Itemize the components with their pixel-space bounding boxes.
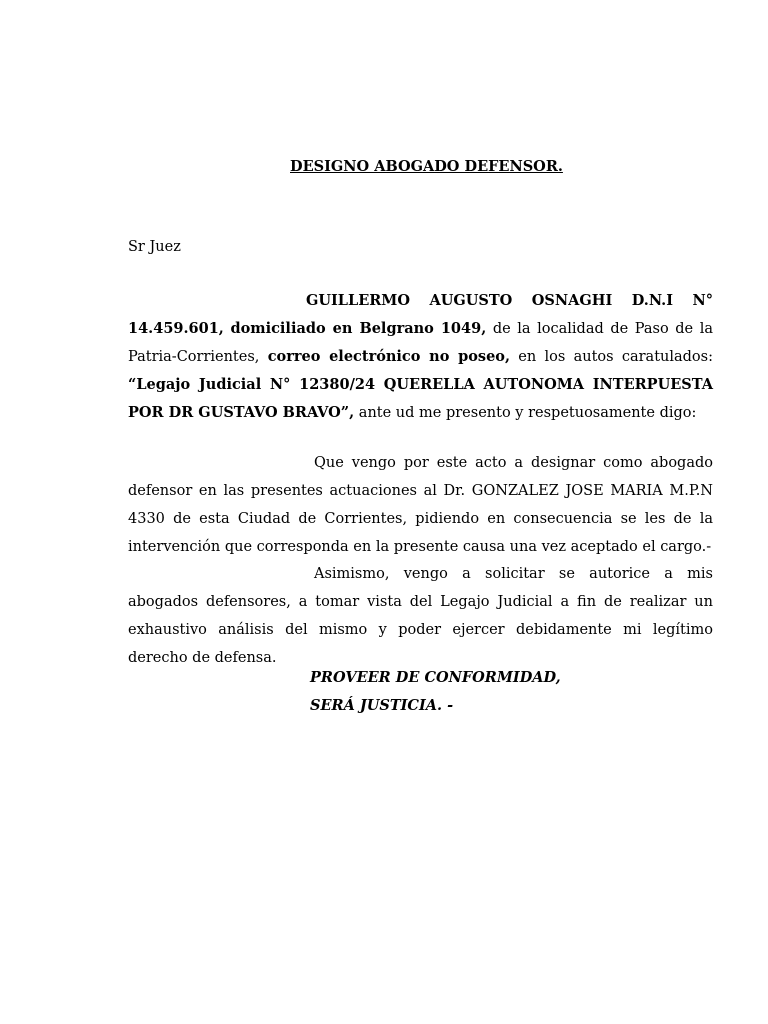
- case-title: “Legajo Judicial N° 12380/24 QUERELLA AUTONOMA INTERPUESTA POR DR GUSTAVO BRAVO”,: [128, 376, 713, 421]
- locality: de la localidad de Paso de la Patria-Corrientes,: [128, 321, 713, 365]
- paragraph-request: Asimismo, vengo a solicitar se autorice a mis abogados defensores, a tomar vista del Legajo Judicial a fin de realizar un exhaustivo análisis del mismo y poder ejercer debidamente mi legítimo derecho de defensa.: [128, 566, 713, 666]
- domicile: domiciliado en Belgrano 1049,: [230, 320, 487, 337]
- autos-text: en los autos caratulados:: [510, 349, 713, 365]
- salutation: Sr Juez: [128, 239, 181, 255]
- name-dni: GUILLERMO AUGUSTO OSNAGHI D.N.I N° 14.459.601,: [128, 292, 713, 337]
- paragraph-presentation: [128, 287, 713, 427]
- closing-line-2: SERÁ JUSTICIA. -: [310, 697, 454, 714]
- email-statement: correo electrónico no poseo,: [267, 348, 511, 365]
- presentation-ending: ante ud me presento y respetuosamente digo:: [354, 405, 697, 421]
- closing-line-1: PROVEER DE CONFORMIDAD,: [310, 669, 561, 686]
- paragraph-designation: Que vengo por este acto a designar como abogado defensor en las presentes actuaciones al Dr. GONZALEZ JOSE MARIA M.P.N 4330 de esta Ciudad de Corrientes, pidiendo en consecuencia se les de la intervención que corresponda en la presente causa una vez aceptado el cargo.-: [128, 455, 713, 555]
- document-title: DESIGNO ABOGADO DEFENSOR.: [290, 158, 563, 175]
